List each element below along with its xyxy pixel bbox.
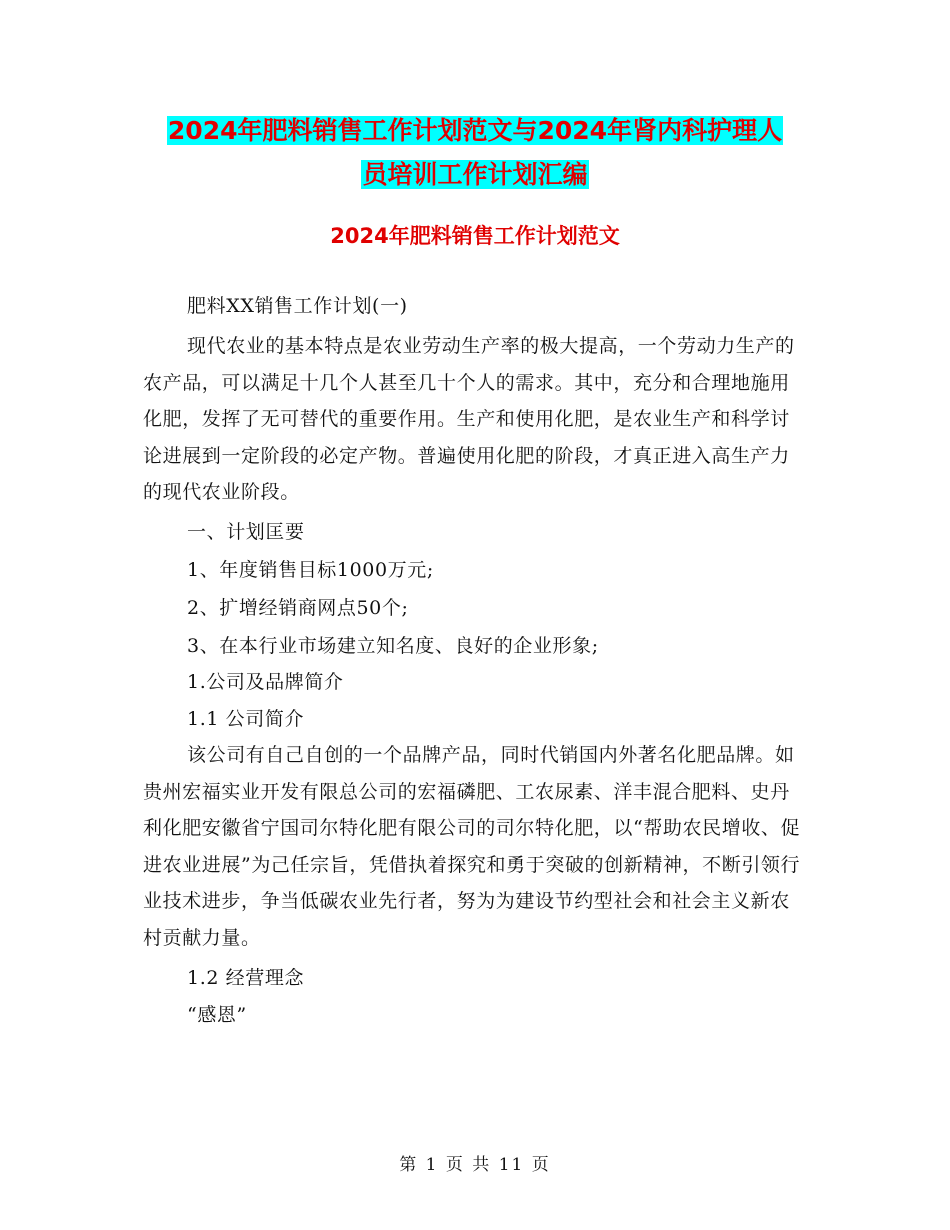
document-title-line-2 — [0, 152, 950, 198]
title-highlight: 2024年肥料销售工作计划范文与2024年肾内科护理人 — [167, 116, 783, 145]
document-title-line-1 — [0, 108, 950, 154]
subsection-heading: 1.2 经营理念 — [187, 967, 305, 989]
subsection-heading: 1.公司及品牌简介 — [187, 671, 344, 693]
list-item: 2、扩增经销商网点50个; — [187, 597, 409, 619]
list-item: 1、年度销售目标1000万元; — [187, 559, 434, 581]
intro-paragraph: 现代农业的基本特点是农业劳动生产率的极大提高，一个劳动力生产的农产品，可以满足十几个人甚至几十个人的需求。其中，充分和合理地施用化肥，发挥了无可替代的重要作用。生产和使用化肥，是农业生产和科学讨论进展到一定阶段的必定产物。普遍使用化肥的阶段，才真正进入高生产力的现代农业阶段。 — [143, 335, 795, 503]
plan-heading: 肥料XX销售工作计划(一) — [187, 295, 408, 317]
section-subtitle: 2024年肥料销售工作计划范文 — [330, 224, 620, 248]
title-highlight: 员培训工作计划汇编 — [362, 160, 588, 189]
company-paragraph: 该公司有自己自创的一个品牌产品，同时代销国内外著名化肥品牌。如贵州宏福实业开发有限总公司的宏福磷肥、工农尿素、洋丰混合肥料、史丹利化肥安徽省宁国司尔特化肥有限公司的司尔特化肥，以“帮助农民增收、促进农业进展”为己任宗旨，凭借执着探究和勇于突破的创新精神，不断引领行业技术进步，争当低碳农业先行者，努为为建设节约型社会和社会主义新农村贡献力量。 — [143, 744, 801, 949]
quote-text: “感恩” — [187, 1004, 247, 1026]
subsection-heading: 1.1 公司简介 — [187, 708, 305, 730]
list-item: 3、在本行业市场建立知名度、良好的企业形象; — [187, 635, 599, 657]
section-heading: 一、计划匡要 — [187, 521, 305, 543]
page-number-footer: 第 1 页 共 11 页 — [399, 1155, 551, 1175]
